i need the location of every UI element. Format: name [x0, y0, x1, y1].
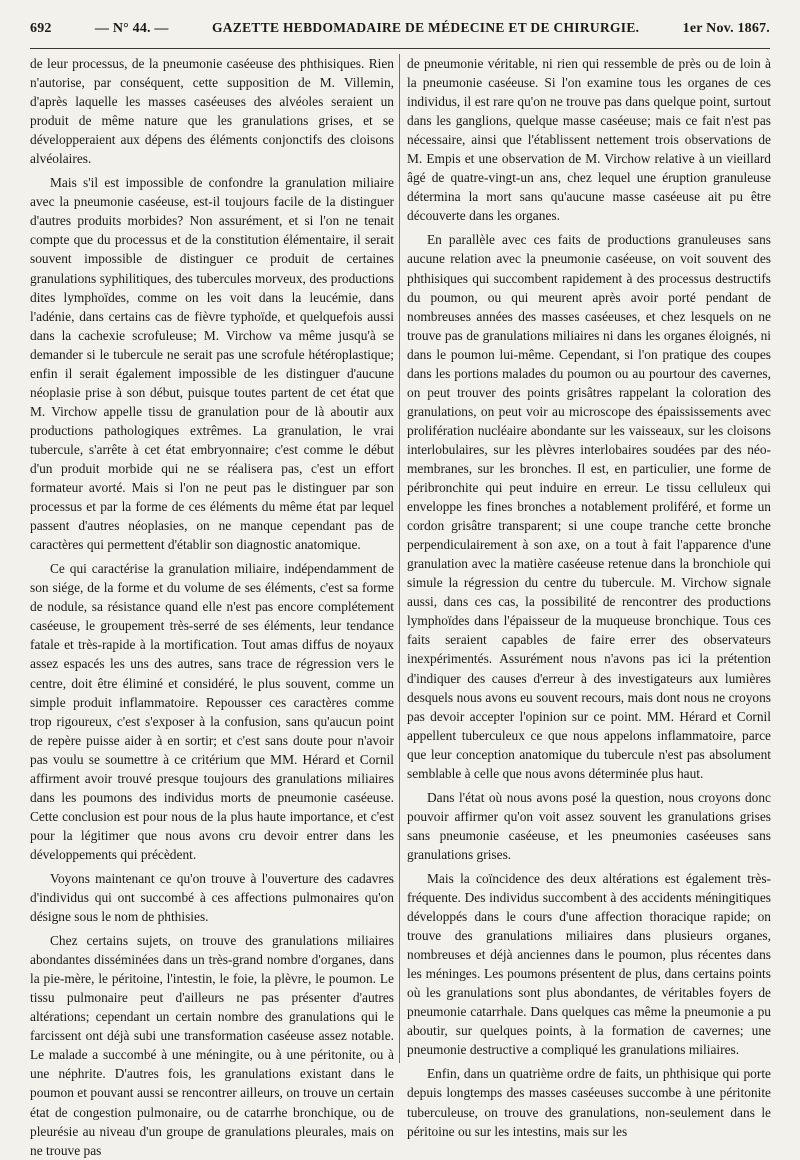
paragraph: Mais s'il est impossible de confondre la granulation miliaire avec la pneumonie caséeuse, est-il toujours facile de la distinguer d'autres produits morbides? Non assurément, et si l'on ne tenait compte que du processus et de la constitution élémentaire, il serait souvent impossible de distinguer ce produit de certaines granulations syphilitiques, des tubercules morveux, des productions dites lymphoïdes, comme on les voit dans la leucémie, dans l'adénie, dans certains cas de fièvre typhoïde, et quelquefois aussi dans la cachexie scrofuleuse; M. Virchow va même jusqu'à se demander si le tubercule ne serait pas une scrofule hétéroplastique; enfin il serait également impossible de les distinguer d'aucune néoplasie prise à son début, puisque toutes partent de cet état que M. Virchow appelle tissu de granulation pour de là aboutir aux productions pathologiques extrêmes. La granulation, le vrai tubercule, s'arrête à cet état embryonnaire; c'est comme le début d'un produit morbide qui ne se réalisera pas, c'est un effort formateur avorté. Mais si l'on ne peut pas le distinguer par son processus et par la forme de ces éléments du même état par lequel passent d'autres néoplasies, on ne manque cependant pas de caractères qui permettent d'établir son diagnostic anatomique.	[30, 175, 394, 553]
paragraph: Mais la coïncidence des deux altérations est également très-fréquente. Des individus succombent à des accidents méningitiques développés dans le cours d'une affection thoracique rapide; on trouve des granulations miliaires dans plusieurs organes, nombreuses et déjà anciennes dans le poumon, plus récentes dans les méninges. Les poumons présentent de plus, dans certains points où les granulations sont plus abondantes, de véritables foyers de pneumonie catarrhale. Dans quelques cas même la pneumonie a pu aboutir, sur quelques points, à la formation de cavernes; une pneumonie destructive a compliqué les granulations miliaires.	[407, 870, 771, 1058]
right-column	[407, 54, 771, 1139]
page-number: 692	[30, 21, 52, 36]
paragraph: Dans l'état où nous avons posé la question, nous croyons donc pouvoir affirmer qu'on voit assez souvent les granulations grises sans pneumonie caséeuse, et les pneumonies caséeuses sans granulations grises.	[407, 789, 771, 862]
left-column	[30, 54, 394, 1158]
paragraph: Voyons maintenant ce qu'on trouve à l'ouverture des cadavres d'individus qui ont succombé à ces affections pulmonaires qu'on désigne sous le nom de phthisies.	[30, 870, 394, 925]
paragraph: Enfin, dans un quatrième ordre de faits, un phthisique qui porte depuis longtemps des masses caséeuses succombe à une péritonite tuberculeuse, on trouve des granulations, non-seulement dans le péritoine ou sur les intestins, mais sur les	[407, 1066, 771, 1139]
issue-date: 1er Nov. 1867.	[682, 21, 770, 36]
issue-number: — N° 44. —	[94, 21, 169, 36]
paragraph: Ce qui caractérise la granulation miliaire, indépendamment de son siége, de la forme et du volume de ses éléments, c'est sa forme de nodule, sa résistance quand elle n'est pas encore complétement caséeuse, le groupement très-serré de ses éléments, leur tendance fatale et très-rapide à la mortification. Tout amas diffus de noyaux assez espacés les uns des autres, sans trace de régression vers le centre, doit être éliminé et considéré, le plus souvent, comme un simple produit inflammatoire. Repousser ces caractères comme trop rigoureux, c'est s'exposer à la confusion, sans qu'aucun point de repère puisse aider à en sortir; et c'est sans doute pour n'avoir pas voulu se soumettre à ce critérium que MM. Hérard et Cornil affirment avoir trouvé presque toujours des granulations miliaires dans les poumons des individus morts de pneumonie caséeuse. Cette conclusion est pour nous de la plus haute importance, et c'est pour la légitimer que nous avons cru devoir entrer dans les développements qui précèdent.	[30, 561, 394, 862]
column-divider	[399, 54, 400, 1063]
header-rule	[30, 48, 770, 49]
paragraph: de leur processus, de la pneumonie caséeuse des phthisiques. Rien n'autorise, par conséquent, cette supposition de M. Villemin, d'après laquelle les masses caséeuses des alvéoles seraient un produit de même nature que les granulations grises, et se développeraient aux dépens des éléments conjonctifs des cloisons alvéolaires.	[30, 56, 394, 167]
paragraph: Chez certains sujets, on trouve des granulations miliaires abondantes disséminées dans un très-grand nombre d'organes, dans la pie-mère, le péritoine, l'intestin, le foie, la plèvre, le poumon. Le tissu pulmonaire peut d'ailleurs ne pas présenter d'autres altérations; cependant un certain nombre des granulations qui le farcissent ont déjà subi une transformation caséeuse assez notable. Le malade a succombé à une méningite, ou à une péritonite, ou à une néphrite. D'autres fois, les granulations existant dans le poumon et pouvant aussi se rencontrer ailleurs, on trouve un certain état de congestion pulmonaire, ou de catarrhe bronchique, ou de pleurésie au niveau d'un groupe de granulations pleurales, mais on ne trouve pas	[30, 933, 394, 1158]
paragraph: de pneumonie véritable, ni rien qui ressemble de près ou de loin à la pneumonie caséeuse. Si l'on examine tous les organes de ces individus, il est rare qu'on ne trouve pas dans quelque point, surtout dans les ganglions, quelque masse caséeuse; mais ce fait n'est pas nécessaire, ainsi que l'établissent nettement trois observations de M. Empis et une observation de M. Virchow relative à un vieillard âgé de quatre-vingt-un ans, chez lequel une éruption granuleuse détermina la mort sans qu'aucune masse caséeuse ait pu être découverte dans les organes.	[407, 56, 771, 224]
journal-title: GAZETTE HEBDOMADAIRE DE MÉDECINE ET DE CHIRURGIE.	[211, 20, 640, 35]
paragraph: En parallèle avec ces faits de productions granuleuses sans aucune relation avec la pneumonie caséeuse, on voit souvent des phthisiques qui succombent rapidement à des processus destructifs du poumon, ou qui meurent après avoir porté pendant de nombreuses années des masses caséeuses, et chez lesquels on ne trouve pas de granulations miliaires ni dans les organes éloignés, ni dans le poumon lui-même. Cependant, si l'on pratique des coupes dans les portions malades du poumon ou au pourtour des cavernes, on peut trouver des points grisâtres rappelant la coloration des granulations, on peut voir au microscope des épaississements avec prolifération nucléaire abondante sur les vaisseaux, sur les cloisons interlobulaires, sur les plèvres interlobaires soudées par des néo-membranes, sur les bronches. Il est, en particulier, une forme de péribronchite qui peut induire en erreur. Le tissu celluleux qui enveloppe les fines bronches a notablement proliféré, et forme un cordon grisâtre transparent; si une coupe tranche cette bronche perpendiculairement à son axe, on a tout à fait l'apparence d'une granulation avec la matière caséeuse retenue dans la bronchiole qui simule la régression du centre du tubercule. M. Virchow signale aussi, dans ces cas, la possibilité de rencontrer des productions lymphoïdes dans l'épaisseur de la muqueuse bronchique. Tous ces faits seraient capables de faire errer des observateurs inexpérimentés. Assurément nous n'avons pas ici la prétention d'indiquer des causes d'erreur à des investigateurs aux lumières desquels nous avons eu souvent recours, mais dont nous ne croyons pas devoir accepter l'opinion sur ce point. MM. Hérard et Cornil appellent tuberculeux ce que nous appelons inflammatoire, parce que leur conception anatomique du tubercule n'est pas absolument semblable à celle que nous avons déterminée plus haut.	[407, 232, 771, 781]
running-header	[30, 20, 770, 44]
